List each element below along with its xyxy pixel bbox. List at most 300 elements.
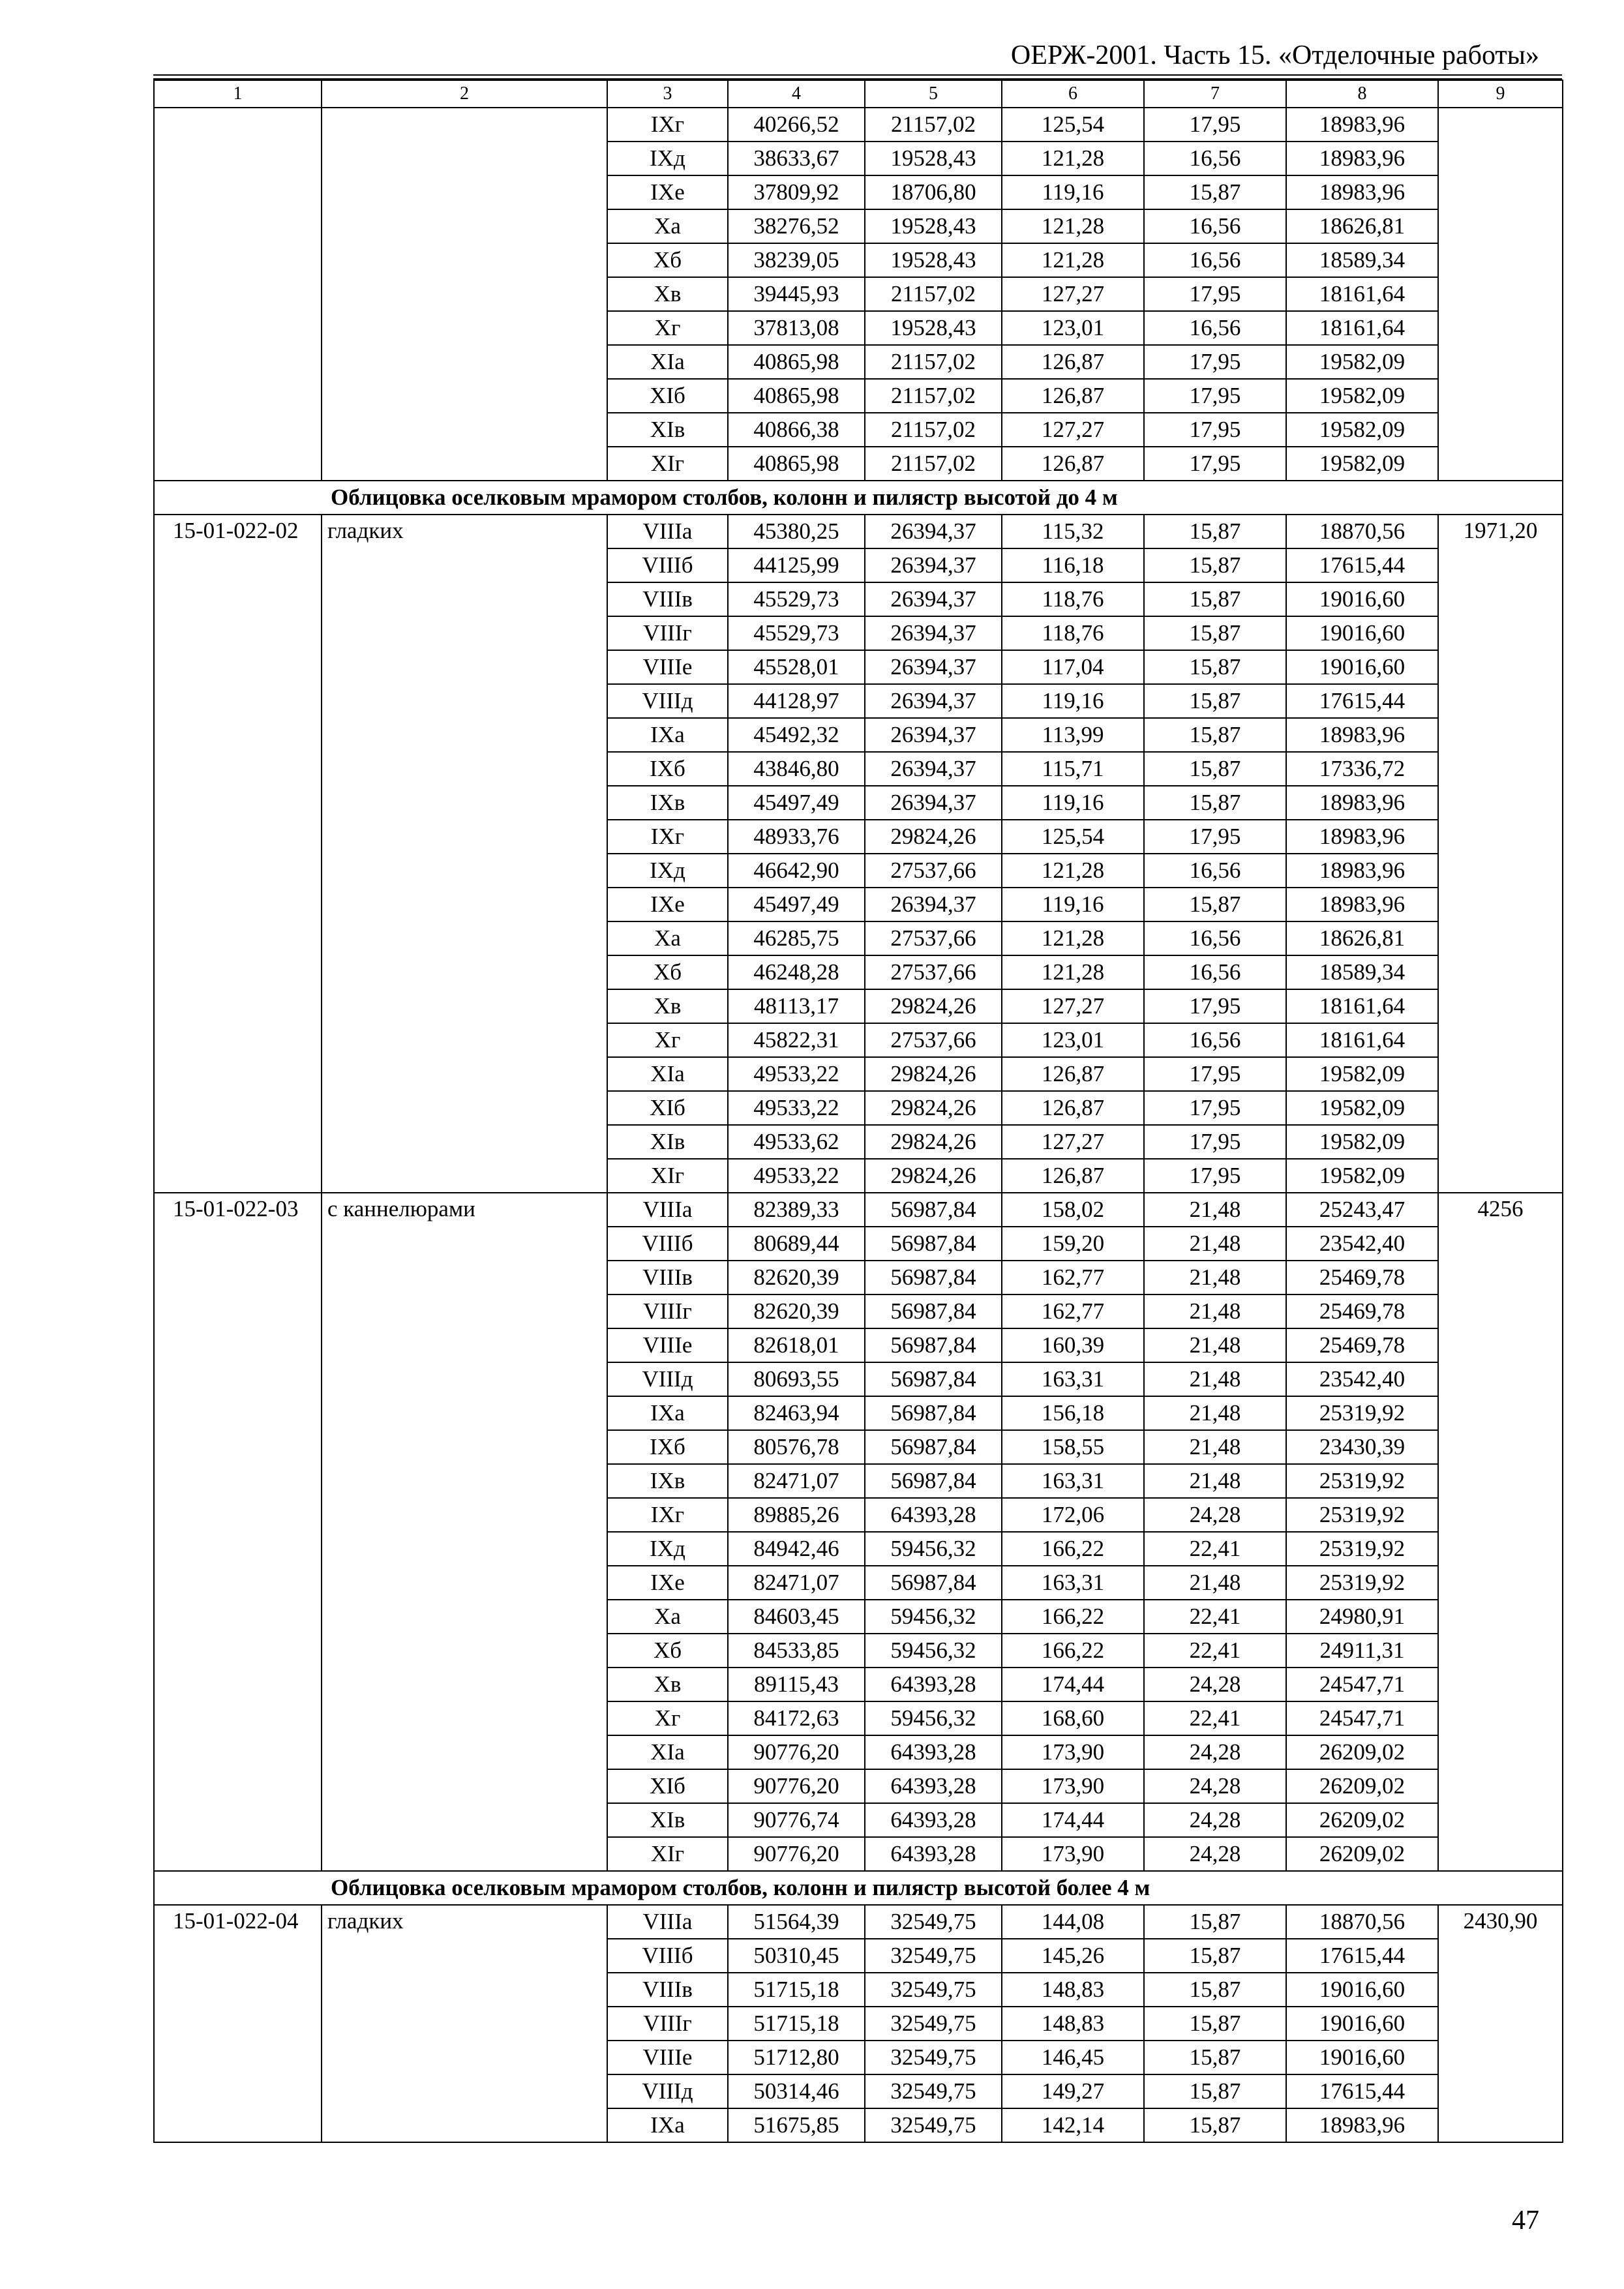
value-cell: 18983,96 bbox=[1286, 718, 1438, 752]
value-cell: 162,77 bbox=[1002, 1261, 1144, 1294]
value-cell: 174,44 bbox=[1002, 1668, 1144, 1701]
value-cell: 24,28 bbox=[1144, 1668, 1286, 1701]
value-cell: 51715,18 bbox=[728, 2007, 865, 2041]
value-cell: 51564,39 bbox=[728, 1905, 865, 1939]
value-cell: 121,28 bbox=[1002, 243, 1144, 277]
region-cell: IXд bbox=[607, 1532, 728, 1566]
value-cell: 22,41 bbox=[1144, 1600, 1286, 1634]
value-cell: 40266,52 bbox=[728, 108, 865, 142]
value-cell: 162,77 bbox=[1002, 1294, 1144, 1328]
value-cell: 84942,46 bbox=[728, 1532, 865, 1566]
value-cell: 117,04 bbox=[1002, 650, 1144, 684]
region-cell: XIв bbox=[607, 1803, 728, 1837]
value-cell: 172,06 bbox=[1002, 1498, 1144, 1532]
value-cell: 80693,55 bbox=[728, 1362, 865, 1396]
value-cell: 18870,56 bbox=[1286, 515, 1438, 548]
value-cell: 17,95 bbox=[1144, 379, 1286, 413]
value-cell: 26394,37 bbox=[865, 888, 1002, 921]
value-cell: 18983,96 bbox=[1286, 108, 1438, 142]
column-number: 3 bbox=[607, 80, 728, 108]
code-cell: 15-01-022-03 bbox=[154, 1193, 322, 1871]
region-cell: XIб bbox=[607, 1091, 728, 1125]
value-cell: 90776,20 bbox=[728, 1769, 865, 1803]
value-cell: 89885,26 bbox=[728, 1498, 865, 1532]
value-cell: 59456,32 bbox=[865, 1701, 1002, 1735]
region-cell: VIIIд bbox=[607, 1362, 728, 1396]
value-cell: 25319,92 bbox=[1286, 1464, 1438, 1498]
value-cell: 27537,66 bbox=[865, 1023, 1002, 1057]
region-cell: IXа bbox=[607, 718, 728, 752]
value-cell: 148,83 bbox=[1002, 1973, 1144, 2007]
value-cell: 27537,66 bbox=[865, 955, 1002, 989]
region-cell: Xг bbox=[607, 311, 728, 345]
value-cell: 21157,02 bbox=[865, 108, 1002, 142]
value-cell: 21157,02 bbox=[865, 379, 1002, 413]
value-cell: 49533,22 bbox=[728, 1091, 865, 1125]
value-cell: 18706,80 bbox=[865, 175, 1002, 209]
value-cell: 15,87 bbox=[1144, 1905, 1286, 1939]
value-cell: 15,87 bbox=[1144, 888, 1286, 921]
value-cell: 82620,39 bbox=[728, 1261, 865, 1294]
value-cell: 118,76 bbox=[1002, 582, 1144, 616]
value-cell: 26209,02 bbox=[1286, 1735, 1438, 1769]
value-cell: 32549,75 bbox=[865, 2041, 1002, 2074]
table-body bbox=[154, 80, 1563, 2142]
value-cell: 15,87 bbox=[1144, 2007, 1286, 2041]
value-cell: 89115,43 bbox=[728, 1668, 865, 1701]
value-cell: 26394,37 bbox=[865, 718, 1002, 752]
value-cell: 17,95 bbox=[1144, 989, 1286, 1023]
value-cell: 84172,63 bbox=[728, 1701, 865, 1735]
value-cell: 18161,64 bbox=[1286, 277, 1438, 311]
region-cell: IXб bbox=[607, 752, 728, 786]
value-cell: 24547,71 bbox=[1286, 1701, 1438, 1735]
value-cell: 50314,46 bbox=[728, 2074, 865, 2108]
value-cell: 25319,92 bbox=[1286, 1498, 1438, 1532]
name-cell bbox=[322, 108, 607, 481]
value-cell: 29824,26 bbox=[865, 1091, 1002, 1125]
region-cell: XIг bbox=[607, 447, 728, 481]
value-cell: 123,01 bbox=[1002, 1023, 1144, 1057]
value-cell: 163,31 bbox=[1002, 1566, 1144, 1600]
value-cell: 18161,64 bbox=[1286, 989, 1438, 1023]
value-cell: 82471,07 bbox=[728, 1566, 865, 1600]
region-cell: VIIIа bbox=[607, 1905, 728, 1939]
value-cell: 48113,17 bbox=[728, 989, 865, 1023]
rate-cell: 1971,20 bbox=[1438, 515, 1563, 1193]
value-cell: 56987,84 bbox=[865, 1227, 1002, 1261]
value-cell: 23430,39 bbox=[1286, 1430, 1438, 1464]
value-cell: 127,27 bbox=[1002, 1125, 1144, 1159]
value-cell: 19582,09 bbox=[1286, 447, 1438, 481]
section-title: Облицовка оселковым мрамором столбов, колонн и пилястр высотой до 4 м bbox=[154, 481, 1563, 515]
region-cell: Xб bbox=[607, 243, 728, 277]
value-cell: 115,32 bbox=[1002, 515, 1144, 548]
value-cell: 173,90 bbox=[1002, 1735, 1144, 1769]
section-title: Облицовка оселковым мрамором столбов, колонн и пилястр высотой более 4 м bbox=[154, 1871, 1563, 1905]
value-cell: 23542,40 bbox=[1286, 1362, 1438, 1396]
value-cell: 148,83 bbox=[1002, 2007, 1144, 2041]
region-cell: VIIIб bbox=[607, 1939, 728, 1973]
region-cell: Xв bbox=[607, 989, 728, 1023]
value-cell: 90776,74 bbox=[728, 1803, 865, 1837]
value-cell: 144,08 bbox=[1002, 1905, 1144, 1939]
value-cell: 18589,34 bbox=[1286, 955, 1438, 989]
region-cell: Xа bbox=[607, 209, 728, 243]
value-cell: 19016,60 bbox=[1286, 2041, 1438, 2074]
value-cell: 17615,44 bbox=[1286, 1939, 1438, 1973]
value-cell: 21157,02 bbox=[865, 447, 1002, 481]
value-cell: 25319,92 bbox=[1286, 1532, 1438, 1566]
name-cell: гладких bbox=[322, 1905, 607, 2142]
region-cell: Xб bbox=[607, 955, 728, 989]
value-cell: 16,56 bbox=[1144, 1023, 1286, 1057]
value-cell: 37809,92 bbox=[728, 175, 865, 209]
value-cell: 21,48 bbox=[1144, 1396, 1286, 1430]
region-cell: Xв bbox=[607, 277, 728, 311]
value-cell: 15,87 bbox=[1144, 752, 1286, 786]
value-cell: 45380,25 bbox=[728, 515, 865, 548]
value-cell: 26394,37 bbox=[865, 752, 1002, 786]
value-cell: 127,27 bbox=[1002, 989, 1144, 1023]
column-number: 1 bbox=[154, 80, 322, 108]
value-cell: 32549,75 bbox=[865, 2108, 1002, 2142]
region-cell: Xг bbox=[607, 1701, 728, 1735]
value-cell: 64393,28 bbox=[865, 1837, 1002, 1871]
region-cell: VIIIд bbox=[607, 2074, 728, 2108]
value-cell: 82389,33 bbox=[728, 1193, 865, 1227]
value-cell: 119,16 bbox=[1002, 888, 1144, 921]
value-cell: 21,48 bbox=[1144, 1294, 1286, 1328]
page-header: ОЕРЖ-2001. Часть 15. «Отделочные работы» bbox=[1010, 40, 1539, 70]
value-cell: 37813,08 bbox=[728, 311, 865, 345]
value-cell: 44125,99 bbox=[728, 548, 865, 582]
region-cell: Xа bbox=[607, 1600, 728, 1634]
value-cell: 44128,97 bbox=[728, 684, 865, 718]
value-cell: 56987,84 bbox=[865, 1328, 1002, 1362]
region-cell: IXе bbox=[607, 888, 728, 921]
value-cell: 84603,45 bbox=[728, 1600, 865, 1634]
value-cell: 21,48 bbox=[1144, 1227, 1286, 1261]
value-cell: 21,48 bbox=[1144, 1430, 1286, 1464]
value-cell: 38633,67 bbox=[728, 142, 865, 175]
value-cell: 19528,43 bbox=[865, 311, 1002, 345]
value-cell: 18983,96 bbox=[1286, 175, 1438, 209]
value-cell: 22,41 bbox=[1144, 1532, 1286, 1566]
value-cell: 142,14 bbox=[1002, 2108, 1144, 2142]
value-cell: 46248,28 bbox=[728, 955, 865, 989]
code-cell: 15-01-022-02 bbox=[154, 515, 322, 1193]
region-cell: VIIIе bbox=[607, 650, 728, 684]
value-cell: 51675,85 bbox=[728, 2108, 865, 2142]
value-cell: 15,87 bbox=[1144, 650, 1286, 684]
value-cell: 82463,94 bbox=[728, 1396, 865, 1430]
value-cell: 25319,92 bbox=[1286, 1396, 1438, 1430]
value-cell: 21,48 bbox=[1144, 1328, 1286, 1362]
value-cell: 160,39 bbox=[1002, 1328, 1144, 1362]
code-cell bbox=[154, 108, 322, 481]
value-cell: 113,99 bbox=[1002, 718, 1144, 752]
value-cell: 156,18 bbox=[1002, 1396, 1144, 1430]
region-cell: XIа bbox=[607, 1735, 728, 1769]
value-cell: 18983,96 bbox=[1286, 854, 1438, 888]
value-cell: 32549,75 bbox=[865, 2074, 1002, 2108]
rate-cell: 4256 bbox=[1438, 1193, 1563, 1871]
column-number: 4 bbox=[728, 80, 865, 108]
value-cell: 27537,66 bbox=[865, 854, 1002, 888]
region-cell: IXе bbox=[607, 1566, 728, 1600]
value-cell: 16,56 bbox=[1144, 854, 1286, 888]
value-cell: 163,31 bbox=[1002, 1464, 1144, 1498]
value-cell: 26394,37 bbox=[865, 684, 1002, 718]
value-cell: 21,48 bbox=[1144, 1261, 1286, 1294]
region-cell: VIIIа bbox=[607, 515, 728, 548]
value-cell: 173,90 bbox=[1002, 1837, 1144, 1871]
value-cell: 29824,26 bbox=[865, 989, 1002, 1023]
region-cell: Xв bbox=[607, 1668, 728, 1701]
value-cell: 15,87 bbox=[1144, 1939, 1286, 1973]
value-cell: 17,95 bbox=[1144, 1125, 1286, 1159]
value-cell: 15,87 bbox=[1144, 548, 1286, 582]
rate-cell: 2430,90 bbox=[1438, 1905, 1563, 2142]
value-cell: 82620,39 bbox=[728, 1294, 865, 1328]
value-cell: 126,87 bbox=[1002, 447, 1144, 481]
column-number: 9 bbox=[1438, 80, 1563, 108]
value-cell: 15,87 bbox=[1144, 1973, 1286, 2007]
value-cell: 21,48 bbox=[1144, 1566, 1286, 1600]
value-cell: 25469,78 bbox=[1286, 1328, 1438, 1362]
value-cell: 125,54 bbox=[1002, 820, 1144, 854]
page-number: 47 bbox=[1512, 2206, 1539, 2236]
value-cell: 18161,64 bbox=[1286, 1023, 1438, 1057]
value-cell: 17615,44 bbox=[1286, 684, 1438, 718]
value-cell: 19582,09 bbox=[1286, 345, 1438, 379]
value-cell: 32549,75 bbox=[865, 1905, 1002, 1939]
value-cell: 121,28 bbox=[1002, 921, 1144, 955]
value-cell: 159,20 bbox=[1002, 1227, 1144, 1261]
value-cell: 126,87 bbox=[1002, 1057, 1144, 1091]
region-cell: XIв bbox=[607, 413, 728, 447]
region-cell: VIIIв bbox=[607, 582, 728, 616]
region-cell: VIIIа bbox=[607, 1193, 728, 1227]
value-cell: 38276,52 bbox=[728, 209, 865, 243]
value-cell: 26394,37 bbox=[865, 582, 1002, 616]
region-cell: IXе bbox=[607, 175, 728, 209]
value-cell: 90776,20 bbox=[728, 1735, 865, 1769]
region-cell: XIб bbox=[607, 379, 728, 413]
value-cell: 32549,75 bbox=[865, 1973, 1002, 2007]
value-cell: 64393,28 bbox=[865, 1803, 1002, 1837]
column-number: 5 bbox=[865, 80, 1002, 108]
region-cell: XIа bbox=[607, 345, 728, 379]
value-cell: 121,28 bbox=[1002, 142, 1144, 175]
region-cell: VIIIб bbox=[607, 548, 728, 582]
value-cell: 168,60 bbox=[1002, 1701, 1144, 1735]
value-cell: 59456,32 bbox=[865, 1532, 1002, 1566]
value-cell: 29824,26 bbox=[865, 1125, 1002, 1159]
value-cell: 32549,75 bbox=[865, 1939, 1002, 1973]
region-cell: XIг bbox=[607, 1159, 728, 1193]
value-cell: 123,01 bbox=[1002, 311, 1144, 345]
value-cell: 26394,37 bbox=[865, 515, 1002, 548]
value-cell: 17,95 bbox=[1144, 345, 1286, 379]
value-cell: 59456,32 bbox=[865, 1600, 1002, 1634]
value-cell: 18589,34 bbox=[1286, 243, 1438, 277]
region-cell: VIIIв bbox=[607, 1973, 728, 2007]
table-row bbox=[154, 515, 1563, 548]
value-cell: 15,87 bbox=[1144, 718, 1286, 752]
value-cell: 45529,73 bbox=[728, 582, 865, 616]
value-cell: 18983,96 bbox=[1286, 786, 1438, 820]
value-cell: 17615,44 bbox=[1286, 2074, 1438, 2108]
value-cell: 19016,60 bbox=[1286, 650, 1438, 684]
table-row bbox=[154, 108, 1563, 142]
value-cell: 48933,76 bbox=[728, 820, 865, 854]
value-cell: 45497,49 bbox=[728, 888, 865, 921]
column-number-row bbox=[154, 80, 1563, 108]
value-cell: 15,87 bbox=[1144, 582, 1286, 616]
column-number: 6 bbox=[1002, 80, 1144, 108]
value-cell: 17,95 bbox=[1144, 447, 1286, 481]
value-cell: 21157,02 bbox=[865, 277, 1002, 311]
region-cell: IXв bbox=[607, 786, 728, 820]
value-cell: 18626,81 bbox=[1286, 209, 1438, 243]
value-cell: 19528,43 bbox=[865, 243, 1002, 277]
value-cell: 166,22 bbox=[1002, 1532, 1144, 1566]
value-cell: 19016,60 bbox=[1286, 2007, 1438, 2041]
value-cell: 19016,60 bbox=[1286, 582, 1438, 616]
value-cell: 15,87 bbox=[1144, 684, 1286, 718]
value-cell: 23542,40 bbox=[1286, 1227, 1438, 1261]
region-cell: IXд bbox=[607, 854, 728, 888]
value-cell: 64393,28 bbox=[865, 1668, 1002, 1701]
value-cell: 16,56 bbox=[1144, 921, 1286, 955]
value-cell: 19582,09 bbox=[1286, 1057, 1438, 1091]
value-cell: 51712,80 bbox=[728, 2041, 865, 2074]
value-cell: 24547,71 bbox=[1286, 1668, 1438, 1701]
region-cell: VIIIг bbox=[607, 1294, 728, 1328]
value-cell: 24911,31 bbox=[1286, 1634, 1438, 1668]
value-cell: 16,56 bbox=[1144, 142, 1286, 175]
value-cell: 56987,84 bbox=[865, 1396, 1002, 1430]
value-cell: 27537,66 bbox=[865, 921, 1002, 955]
table-row bbox=[154, 1905, 1563, 1939]
value-cell: 19582,09 bbox=[1286, 379, 1438, 413]
value-cell: 32549,75 bbox=[865, 2007, 1002, 2041]
value-cell: 18161,64 bbox=[1286, 311, 1438, 345]
value-cell: 24,28 bbox=[1144, 1837, 1286, 1871]
value-cell: 16,56 bbox=[1144, 209, 1286, 243]
value-cell: 40865,98 bbox=[728, 345, 865, 379]
value-cell: 19016,60 bbox=[1286, 1973, 1438, 2007]
value-cell: 22,41 bbox=[1144, 1701, 1286, 1735]
value-cell: 21,48 bbox=[1144, 1193, 1286, 1227]
value-cell: 25469,78 bbox=[1286, 1294, 1438, 1328]
header-rule bbox=[153, 74, 1562, 76]
value-cell: 149,27 bbox=[1002, 2074, 1144, 2108]
value-cell: 19528,43 bbox=[865, 209, 1002, 243]
value-cell: 19582,09 bbox=[1286, 1091, 1438, 1125]
value-cell: 22,41 bbox=[1144, 1634, 1286, 1668]
value-cell: 18983,96 bbox=[1286, 888, 1438, 921]
value-cell: 158,55 bbox=[1002, 1430, 1144, 1464]
value-cell: 19528,43 bbox=[865, 142, 1002, 175]
value-cell: 119,16 bbox=[1002, 684, 1144, 718]
region-cell: IXа bbox=[607, 2108, 728, 2142]
value-cell: 82471,07 bbox=[728, 1464, 865, 1498]
value-cell: 26394,37 bbox=[865, 548, 1002, 582]
region-cell: IXг bbox=[607, 820, 728, 854]
value-cell: 121,28 bbox=[1002, 209, 1144, 243]
value-cell: 50310,45 bbox=[728, 1939, 865, 1973]
value-cell: 19582,09 bbox=[1286, 1125, 1438, 1159]
value-cell: 126,87 bbox=[1002, 379, 1144, 413]
value-cell: 18626,81 bbox=[1286, 921, 1438, 955]
value-cell: 84533,85 bbox=[728, 1634, 865, 1668]
value-cell: 45528,01 bbox=[728, 650, 865, 684]
value-cell: 64393,28 bbox=[865, 1498, 1002, 1532]
value-cell: 26209,02 bbox=[1286, 1803, 1438, 1837]
region-cell: IXб bbox=[607, 1430, 728, 1464]
value-cell: 17,95 bbox=[1144, 1091, 1286, 1125]
value-cell: 145,26 bbox=[1002, 1939, 1144, 1973]
value-cell: 15,87 bbox=[1144, 2041, 1286, 2074]
value-cell: 64393,28 bbox=[865, 1735, 1002, 1769]
value-cell: 15,87 bbox=[1144, 2108, 1286, 2142]
value-cell: 21157,02 bbox=[865, 413, 1002, 447]
value-cell: 24,28 bbox=[1144, 1803, 1286, 1837]
region-cell: XIа bbox=[607, 1057, 728, 1091]
value-cell: 26394,37 bbox=[865, 650, 1002, 684]
region-cell: VIIIд bbox=[607, 684, 728, 718]
column-number: 7 bbox=[1144, 80, 1286, 108]
column-number: 8 bbox=[1286, 80, 1438, 108]
value-cell: 19582,09 bbox=[1286, 413, 1438, 447]
value-cell: 90776,20 bbox=[728, 1837, 865, 1871]
price-table bbox=[153, 80, 1563, 2143]
value-cell: 24980,91 bbox=[1286, 1600, 1438, 1634]
region-cell: IXг bbox=[607, 108, 728, 142]
value-cell: 116,18 bbox=[1002, 548, 1144, 582]
region-cell: Xб bbox=[607, 1634, 728, 1668]
region-cell: VIIIе bbox=[607, 2041, 728, 2074]
value-cell: 166,22 bbox=[1002, 1600, 1144, 1634]
value-cell: 17,95 bbox=[1144, 277, 1286, 311]
region-cell: IXв bbox=[607, 1464, 728, 1498]
value-cell: 24,28 bbox=[1144, 1498, 1286, 1532]
value-cell: 119,16 bbox=[1002, 786, 1144, 820]
value-cell: 15,87 bbox=[1144, 786, 1286, 820]
value-cell: 56987,84 bbox=[865, 1362, 1002, 1396]
section-title-row bbox=[154, 481, 1563, 515]
value-cell: 56987,84 bbox=[865, 1294, 1002, 1328]
value-cell: 56987,84 bbox=[865, 1464, 1002, 1498]
value-cell: 80576,78 bbox=[728, 1430, 865, 1464]
value-cell: 17,95 bbox=[1144, 108, 1286, 142]
value-cell: 21,48 bbox=[1144, 1362, 1286, 1396]
value-cell: 56987,84 bbox=[865, 1566, 1002, 1600]
column-number: 2 bbox=[322, 80, 607, 108]
rate-cell bbox=[1438, 108, 1563, 481]
value-cell: 127,27 bbox=[1002, 413, 1144, 447]
value-cell: 15,87 bbox=[1144, 515, 1286, 548]
value-cell: 173,90 bbox=[1002, 1769, 1144, 1803]
region-cell: XIб bbox=[607, 1769, 728, 1803]
value-cell: 49533,22 bbox=[728, 1159, 865, 1193]
value-cell: 45529,73 bbox=[728, 616, 865, 650]
region-cell: XIв bbox=[607, 1125, 728, 1159]
value-cell: 56987,84 bbox=[865, 1430, 1002, 1464]
